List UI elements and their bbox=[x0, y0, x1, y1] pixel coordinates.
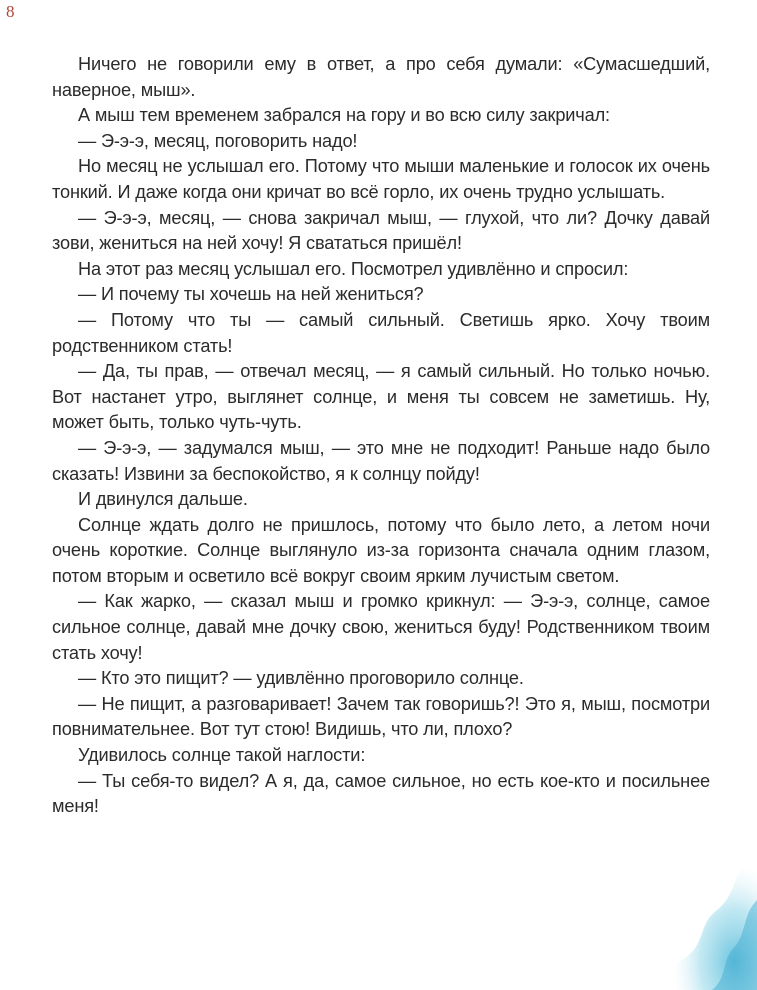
paragraph: Удивилось солнце такой наглости: bbox=[78, 745, 366, 766]
paragraph: Но месяц не услышал его. Потому что мыши маленькие и голосок их очень тонкий. И даже когда они кричат во всё горло, их очень трудно услышать. bbox=[52, 156, 710, 202]
paragraph: — Э-э-э, месяц, — снова закричал мыш, — глухой, что ли? Дочку давай зови, жениться на ней хочу! Я свататься пришёл! bbox=[52, 207, 710, 254]
paragraph: — Да, ты прав, — отвечал месяц, — я самый сильный. Но только ночью. Вот настанет утро, выглянет солнце, и меня ты совсем не заметишь. Ну, может быть, только чуть-чуть. bbox=[52, 361, 710, 433]
paragraph: — Как жарко, — сказал мыш и громко крикнул: — Э-э-э, солнце, самое сильное солнце, давай мне дочку свою, жениться буду! Родственником твоим стать хочу! bbox=[52, 591, 710, 663]
paragraph: — Кто это пищит? — удивлённо проговорило солнце. bbox=[78, 668, 524, 689]
page-number: 8 bbox=[6, 2, 15, 21]
story-text bbox=[52, 52, 710, 820]
paragraph: На этот раз месяц услышал его. Посмотрел удивлённо и спросил: bbox=[78, 258, 629, 279]
paragraph: — Ты себя-то видел? А я, да, самое сильное, но есть кое-кто и посильнее меня! bbox=[52, 770, 710, 817]
paragraph: Солнце ждать долго не пришлось, потому что было лето, а летом ночи очень короткие. Солнце выглянуло из-за горизонта сначала одним глазом, потом вторым и осветило всё вокруг своим ярким лучистым светом. bbox=[52, 514, 710, 586]
paragraph: — Не пищит, а разговаривает! Зачем так говоришь?! Это я, мыш, посмотри повнимательнее. Вот тут стою! Видишь, что ли, плохо? bbox=[52, 693, 710, 740]
paragraph: А мыш тем временем забрался на гору и во всю силу закричал: bbox=[78, 105, 610, 126]
paragraph: И двинулся дальше. bbox=[78, 489, 248, 510]
paragraph: — Э-э-э, — задумался мыш, — это мне не подходит! Раньше надо было сказать! Извини за беспокойство, я к солнцу пойду! bbox=[52, 437, 710, 484]
paragraph: — Потому что ты — самый сильный. Светишь ярко. Хочу твоим родственником стать! bbox=[52, 309, 710, 356]
paragraph: — И почему ты хочешь на ней жениться? bbox=[78, 284, 424, 305]
paragraph: — Э-э-э, месяц, поговорить надо! bbox=[78, 130, 358, 151]
paragraph: Ничего не говорили ему в ответ, а про себя думали: «Сумасшедший, наверное, мыш». bbox=[52, 54, 710, 100]
watercolor-splash-icon bbox=[637, 840, 757, 990]
